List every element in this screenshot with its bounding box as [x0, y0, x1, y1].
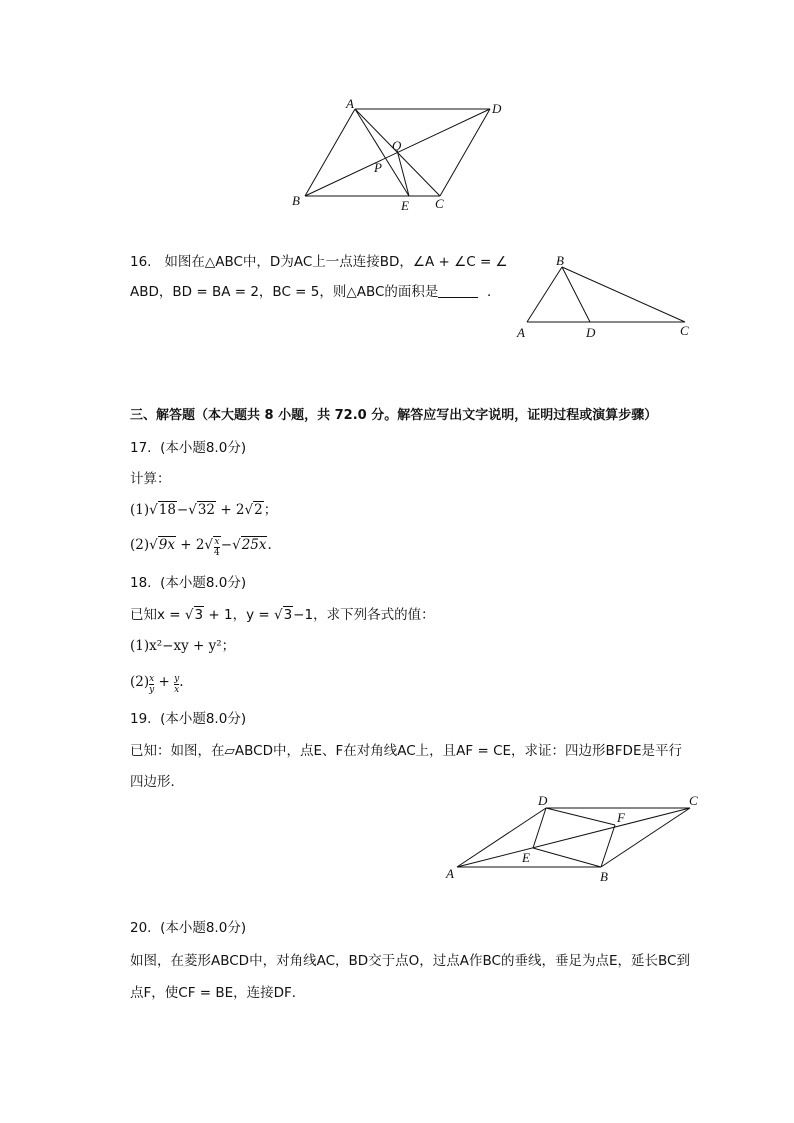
q17-number: 17.: [130, 440, 152, 456]
q17-intro: 计算：: [130, 471, 171, 487]
q18-number: 18.: [130, 575, 152, 591]
q19-number: 19.: [130, 711, 152, 727]
punct: ；: [263, 502, 278, 518]
label-C: C: [680, 323, 689, 338]
q16-text-line2: ABD，BD = BA = 2，BC = 5，则△ABC的面积是: [130, 284, 439, 300]
q18-part1: (1)x²−xy + y²；: [130, 638, 236, 654]
part-label: (1): [130, 502, 150, 518]
q19-score: (本小题8.0分): [160, 711, 247, 727]
fraction-numerator: x: [149, 674, 155, 684]
punct: .: [179, 674, 184, 690]
radicand: 2: [254, 502, 263, 518]
q17-score: (本小题8.0分): [160, 440, 247, 456]
section-heading: 三、解答题（本大题共 8 小题，共 72.0 分。解答应写出文字说明，证明过程或演算步骤）: [130, 408, 658, 423]
q17-header: [130, 438, 246, 458]
punct: .: [267, 537, 272, 553]
label-B: B: [292, 193, 300, 208]
part-label: (2): [130, 674, 150, 690]
text: 已知x =: [130, 607, 185, 623]
text: + 1，y =: [204, 607, 274, 623]
text: −1，求下列各式的值：: [293, 607, 435, 623]
operator: −: [176, 502, 189, 518]
answer-blank[interactable]: [438, 283, 478, 298]
q19-header: [130, 709, 246, 729]
fraction-numerator: y: [174, 674, 180, 684]
q17-part2: (2)√9x + 2√ $\frac{x}{4}$ −√25x.: [130, 537, 272, 558]
q20-text-line1: 如图，在菱形ABCD中，对角线AC，BD交于点O，过点A作BC的垂线，垂足为点E，延长BC到: [130, 953, 690, 969]
radicand: 25x: [241, 537, 267, 553]
figure-q15-parallelogram: [285, 95, 510, 220]
q19-text-line1: 已知：如图，在▱ABCD中，点E、F在对角线AC上，且AF = CE，求证：四边形BFDE是平行: [130, 743, 682, 759]
label-B: B: [556, 253, 564, 268]
q18-part2: [130, 672, 184, 695]
label-A: A: [446, 866, 454, 881]
q17-part1: (1)√18−√32 + 2√2；: [130, 502, 278, 518]
part-label: (2): [130, 537, 150, 553]
q16-number: 16.: [130, 254, 152, 270]
label-B: B: [600, 869, 608, 884]
radicand: 18: [158, 502, 176, 518]
q16-end: ．: [487, 284, 501, 300]
label-F: F: [617, 810, 625, 825]
fraction-numerator: x: [214, 537, 220, 547]
fraction-denominator: 4: [214, 548, 220, 558]
figure-q16-triangle: [510, 250, 700, 345]
label-A: A: [517, 325, 525, 340]
q16-text-line1: 如图在△ABC中，D为AC上一点连接BD，∠A + ∠C = ∠: [164, 254, 508, 270]
label-D: D: [492, 101, 502, 116]
q16-line1: [130, 252, 508, 272]
q18-header: [130, 573, 246, 593]
operator: −: [220, 537, 233, 553]
label-C: C: [435, 196, 444, 211]
label-D: D: [586, 325, 596, 340]
operator: + 2: [216, 502, 245, 518]
q20-score: (本小题8.0分): [160, 920, 247, 936]
label-C: C: [689, 793, 698, 808]
radicand: 3: [194, 607, 204, 623]
q16-line2: [130, 282, 501, 302]
label-O: O: [392, 138, 402, 153]
label-P: P: [374, 160, 382, 175]
radicand: 3: [283, 607, 293, 623]
label-E: E: [401, 198, 409, 213]
label-A: A: [346, 96, 354, 111]
label-D: D: [538, 793, 548, 808]
q19-text-line2: 四边形．: [130, 774, 184, 790]
radicand: 32: [197, 502, 216, 518]
figure-q19-parallelogram: [440, 790, 705, 885]
q18-score: (本小题8.0分): [160, 575, 247, 591]
radicand: 9x: [158, 537, 175, 553]
operator: +: [154, 674, 175, 690]
q20-text-line2: 点F，使CF = BE，连接DF．: [130, 985, 306, 1001]
label-E: E: [522, 850, 530, 865]
q20-number: 20.: [130, 920, 152, 936]
fraction-denominator: y: [149, 685, 155, 695]
q18-intro: 已知x = √3 + 1，y = √3−1，求下列各式的值：: [130, 607, 435, 623]
fraction-denominator: x: [174, 685, 180, 695]
q20-header: [130, 918, 246, 938]
operator: + 2: [175, 537, 205, 553]
